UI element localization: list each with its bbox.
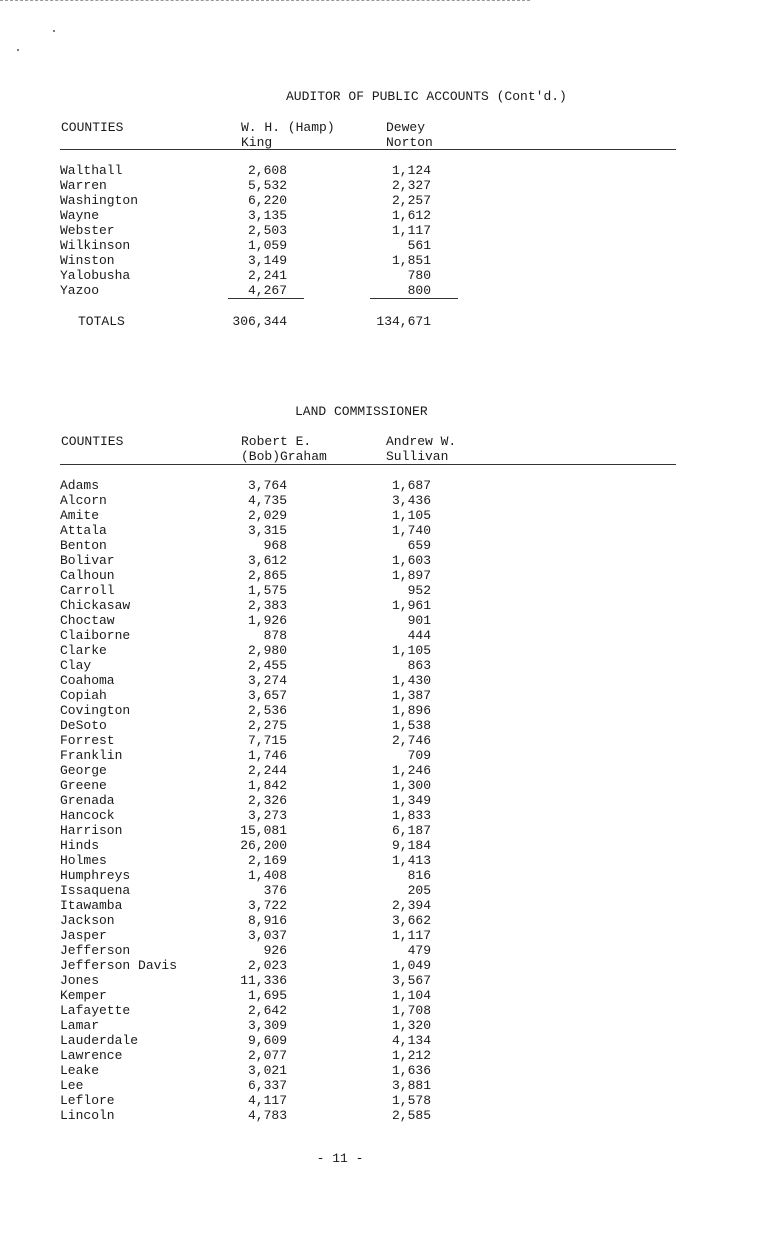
candidate2-votes: 205 xyxy=(407,883,431,898)
county-name: Grenada xyxy=(60,793,115,808)
candidate2-votes: 4,134 xyxy=(391,1033,431,1048)
candidate2-votes: 1,300 xyxy=(391,778,431,793)
table-row xyxy=(0,1003,460,1018)
table-row xyxy=(0,1063,460,1078)
candidate1-votes: 6,337 xyxy=(247,1078,287,1093)
candidate2-votes: 1,104 xyxy=(391,988,431,1003)
candidate2-votes: 479 xyxy=(407,943,431,958)
candidate1-votes: 3,037 xyxy=(247,928,287,943)
county-name: Leake xyxy=(60,1063,100,1078)
candidate1-votes: 15,081 xyxy=(240,823,287,838)
land-candidate2-header xyxy=(386,434,456,464)
county-name: Lincoln xyxy=(60,1108,115,1123)
county-name: Lawrence xyxy=(60,1048,123,1063)
auditor-candidate2-line1: Dewey xyxy=(386,120,426,135)
auditor-total-candidate1: 306,344 xyxy=(232,314,287,329)
candidate2-votes: 3,662 xyxy=(391,913,431,928)
candidate2-votes: 9,184 xyxy=(391,838,431,853)
candidate1-votes: 4,267 xyxy=(247,283,287,298)
land-table-body xyxy=(0,478,460,1123)
auditor-total-candidate2: 134,671 xyxy=(376,314,431,329)
table-row xyxy=(0,598,460,613)
candidate2-votes: 3,567 xyxy=(391,973,431,988)
county-name: Wilkinson xyxy=(60,238,131,253)
candidate1-votes: 8,916 xyxy=(247,913,287,928)
candidate1-votes: 968 xyxy=(263,538,287,553)
candidate2-votes: 709 xyxy=(407,748,431,763)
candidate2-votes: 1,961 xyxy=(391,598,431,613)
county-name: Jackson xyxy=(60,913,115,928)
county-name: Lafayette xyxy=(60,1003,131,1018)
candidate1-votes: 2,536 xyxy=(247,703,287,718)
county-name: Jefferson Davis xyxy=(60,958,178,973)
land-counties-header: COUNTIES xyxy=(61,434,124,449)
county-name: Lauderdale xyxy=(60,1033,139,1048)
candidate1-votes: 2,029 xyxy=(247,508,287,523)
candidate2-votes: 863 xyxy=(407,658,431,673)
auditor-sum-rule-2 xyxy=(370,298,458,299)
county-name: Washington xyxy=(60,193,139,208)
candidate1-votes: 3,722 xyxy=(247,898,287,913)
candidate2-votes: 1,430 xyxy=(391,673,431,688)
candidate1-votes: 2,642 xyxy=(247,1003,287,1018)
candidate2-votes: 1,740 xyxy=(391,523,431,538)
table-row xyxy=(0,283,460,298)
candidate1-votes: 2,455 xyxy=(247,658,287,673)
county-name: Itawamba xyxy=(60,898,123,913)
table-row xyxy=(0,553,460,568)
candidate1-votes: 926 xyxy=(263,943,287,958)
county-name: Lamar xyxy=(60,1018,100,1033)
county-name: Wayne xyxy=(60,208,100,223)
candidate1-votes: 1,059 xyxy=(247,238,287,253)
candidate1-votes: 2,326 xyxy=(247,793,287,808)
table-row xyxy=(0,898,460,913)
candidate2-votes: 1,708 xyxy=(391,1003,431,1018)
table-row xyxy=(0,958,460,973)
candidate2-votes: 3,881 xyxy=(391,1078,431,1093)
county-name: Kemper xyxy=(60,988,107,1003)
county-name: Issaquena xyxy=(60,883,131,898)
candidate2-votes: 800 xyxy=(407,283,431,298)
table-row xyxy=(0,643,460,658)
table-row xyxy=(0,1093,460,1108)
candidate2-votes: 561 xyxy=(407,238,431,253)
candidate1-votes: 2,608 xyxy=(247,163,287,178)
table-row xyxy=(0,163,460,178)
candidate1-votes: 1,746 xyxy=(247,748,287,763)
candidate2-votes: 2,394 xyxy=(391,898,431,913)
candidate1-votes: 2,077 xyxy=(247,1048,287,1063)
county-name: Winston xyxy=(60,253,115,268)
candidate1-votes: 3,657 xyxy=(247,688,287,703)
county-name: Walthall xyxy=(60,163,123,178)
land-title: LAND COMMISSIONER xyxy=(295,404,428,419)
candidate2-votes: 6,187 xyxy=(391,823,431,838)
candidate2-votes: 2,257 xyxy=(391,193,431,208)
county-name: Jefferson xyxy=(60,943,131,958)
candidate1-votes: 4,783 xyxy=(247,1108,287,1123)
county-name: Webster xyxy=(60,223,115,238)
candidate2-votes: 1,603 xyxy=(391,553,431,568)
county-name: Carroll xyxy=(60,583,115,598)
county-name: Calhoun xyxy=(60,568,115,583)
county-name: Adams xyxy=(60,478,100,493)
county-name: George xyxy=(60,763,107,778)
auditor-table-body xyxy=(0,163,460,298)
auditor-candidate2-header xyxy=(386,120,433,150)
table-row xyxy=(0,673,460,688)
auditor-counties-header: COUNTIES xyxy=(61,120,124,135)
candidate1-votes: 2,241 xyxy=(247,268,287,283)
candidate2-votes: 1,124 xyxy=(391,163,431,178)
table-row xyxy=(0,718,460,733)
county-name: Clarke xyxy=(60,643,107,658)
county-name: Benton xyxy=(60,538,107,553)
county-name: Coahoma xyxy=(60,673,115,688)
candidate2-votes: 1,212 xyxy=(391,1048,431,1063)
county-name: Greene xyxy=(60,778,107,793)
table-row xyxy=(0,253,460,268)
county-name: Humphreys xyxy=(60,868,131,883)
candidate1-votes: 9,609 xyxy=(247,1033,287,1048)
land-candidate2-line2: Sullivan xyxy=(386,449,449,464)
table-row xyxy=(0,703,460,718)
county-name: Jones xyxy=(60,973,100,988)
table-row xyxy=(0,208,460,223)
candidate2-votes: 2,327 xyxy=(391,178,431,193)
county-name: Franklin xyxy=(60,748,123,763)
candidate1-votes: 2,275 xyxy=(247,718,287,733)
candidate2-votes: 1,538 xyxy=(391,718,431,733)
candidate1-votes: 2,865 xyxy=(247,568,287,583)
table-row xyxy=(0,688,460,703)
candidate2-votes: 1,105 xyxy=(391,508,431,523)
candidate1-votes: 5,532 xyxy=(247,178,287,193)
candidate2-votes: 1,896 xyxy=(391,703,431,718)
land-candidate2-line1: Andrew W. xyxy=(386,434,457,449)
land-header-rule xyxy=(60,464,676,465)
county-name: Attala xyxy=(60,523,107,538)
table-row xyxy=(0,808,460,823)
table-row xyxy=(0,868,460,883)
table-row xyxy=(0,928,460,943)
table-row xyxy=(0,568,460,583)
candidate1-votes: 3,764 xyxy=(247,478,287,493)
table-row xyxy=(0,748,460,763)
candidate1-votes: 3,274 xyxy=(247,673,287,688)
county-name: Hancock xyxy=(60,808,115,823)
candidate1-votes: 6,220 xyxy=(247,193,287,208)
county-name: Covington xyxy=(60,703,131,718)
county-name: Harrison xyxy=(60,823,123,838)
county-name: Lee xyxy=(60,1078,84,1093)
county-name: Bolivar xyxy=(60,553,115,568)
candidate2-votes: 1,105 xyxy=(391,643,431,658)
candidate2-votes: 1,413 xyxy=(391,853,431,868)
county-name: Alcorn xyxy=(60,493,107,508)
table-row xyxy=(0,508,460,523)
candidate1-votes: 7,715 xyxy=(247,733,287,748)
county-name: Yazoo xyxy=(60,283,100,298)
table-row xyxy=(0,1018,460,1033)
county-name: Leflore xyxy=(60,1093,115,1108)
county-name: Clay xyxy=(60,658,92,673)
table-row xyxy=(0,733,460,748)
candidate1-votes: 3,149 xyxy=(247,253,287,268)
candidate1-votes: 3,612 xyxy=(247,553,287,568)
candidate1-votes: 2,023 xyxy=(247,958,287,973)
table-row xyxy=(0,1033,460,1048)
candidate2-votes: 659 xyxy=(407,538,431,553)
candidate2-votes: 1,117 xyxy=(391,928,431,943)
county-name: Yalobusha xyxy=(60,268,131,283)
candidate1-votes: 3,135 xyxy=(247,208,287,223)
table-row xyxy=(0,583,460,598)
table-row xyxy=(0,973,460,988)
county-name: Hinds xyxy=(60,838,100,853)
candidate1-votes: 1,926 xyxy=(247,613,287,628)
table-row xyxy=(0,988,460,1003)
candidate1-votes: 2,980 xyxy=(247,643,287,658)
land-candidate1-line1: Robert E. xyxy=(241,434,312,449)
candidate2-votes: 2,585 xyxy=(391,1108,431,1123)
table-row xyxy=(0,793,460,808)
candidate2-votes: 1,687 xyxy=(391,478,431,493)
auditor-totals-label: TOTALS xyxy=(78,314,125,329)
table-row xyxy=(0,763,460,778)
candidate1-votes: 878 xyxy=(263,628,287,643)
county-name: Forrest xyxy=(60,733,115,748)
table-row xyxy=(0,523,460,538)
table-row xyxy=(0,1108,460,1123)
table-row xyxy=(0,478,460,493)
candidate1-votes: 4,117 xyxy=(247,1093,287,1108)
candidate2-votes: 444 xyxy=(407,628,431,643)
candidate2-votes: 1,833 xyxy=(391,808,431,823)
candidate2-votes: 2,746 xyxy=(391,733,431,748)
table-row xyxy=(0,538,460,553)
table-row xyxy=(0,943,460,958)
table-row xyxy=(0,853,460,868)
auditor-candidate2-line2: Norton xyxy=(386,135,433,150)
candidate2-votes: 1,897 xyxy=(391,568,431,583)
candidate1-votes: 3,309 xyxy=(247,1018,287,1033)
candidate2-votes: 1,636 xyxy=(391,1063,431,1078)
auditor-sum-rule-1 xyxy=(228,298,304,299)
table-row xyxy=(0,838,460,853)
scan-speck xyxy=(17,49,19,51)
candidate2-votes: 1,246 xyxy=(391,763,431,778)
candidate1-votes: 4,735 xyxy=(247,493,287,508)
candidate1-votes: 2,244 xyxy=(247,763,287,778)
candidate2-votes: 1,117 xyxy=(391,223,431,238)
table-row xyxy=(0,238,460,253)
land-candidate1-header xyxy=(241,434,327,464)
auditor-candidate1-line1: W. H. (Hamp) xyxy=(241,120,335,135)
county-name: Claiborne xyxy=(60,628,131,643)
candidate2-votes: 901 xyxy=(407,613,431,628)
candidate2-votes: 816 xyxy=(407,868,431,883)
candidate1-votes: 2,383 xyxy=(247,598,287,613)
table-row xyxy=(0,193,460,208)
table-row xyxy=(0,1048,460,1063)
table-row xyxy=(0,268,460,283)
candidate2-votes: 1,612 xyxy=(391,208,431,223)
auditor-title: AUDITOR OF PUBLIC ACCOUNTS (Cont'd.) xyxy=(286,89,567,104)
land-candidate1-line2: (Bob)Graham xyxy=(241,449,327,464)
table-row xyxy=(0,913,460,928)
candidate1-votes: 2,503 xyxy=(247,223,287,238)
candidate1-votes: 1,408 xyxy=(247,868,287,883)
table-row xyxy=(0,1078,460,1093)
table-row xyxy=(0,223,460,238)
county-name: Choctaw xyxy=(60,613,115,628)
page-number: - 11 - xyxy=(316,1151,364,1166)
candidate1-votes: 2,169 xyxy=(247,853,287,868)
candidate1-votes: 3,021 xyxy=(247,1063,287,1078)
table-row xyxy=(0,628,460,643)
auditor-candidate1-line2: King xyxy=(241,135,273,150)
table-row xyxy=(0,823,460,838)
candidate2-votes: 1,578 xyxy=(391,1093,431,1108)
table-row xyxy=(0,883,460,898)
candidate2-votes: 952 xyxy=(407,583,431,598)
table-row xyxy=(0,613,460,628)
county-name: DeSoto xyxy=(60,718,107,733)
county-name: Jasper xyxy=(60,928,107,943)
candidate1-votes: 26,200 xyxy=(240,838,287,853)
table-row xyxy=(0,658,460,673)
table-row xyxy=(0,178,460,193)
candidate1-votes: 11,336 xyxy=(240,973,287,988)
candidate1-votes: 1,695 xyxy=(247,988,287,1003)
candidate2-votes: 1,387 xyxy=(391,688,431,703)
candidate2-votes: 1,349 xyxy=(391,793,431,808)
county-name: Copiah xyxy=(60,688,107,703)
candidate1-votes: 3,315 xyxy=(247,523,287,538)
county-name: Chickasaw xyxy=(60,598,131,613)
candidate1-votes: 1,575 xyxy=(247,583,287,598)
auditor-candidate1-header xyxy=(241,120,335,150)
candidate2-votes: 1,049 xyxy=(391,958,431,973)
county-name: Amite xyxy=(60,508,100,523)
county-name: Warren xyxy=(60,178,107,193)
auditor-header-rule xyxy=(60,149,676,150)
candidate2-votes: 3,436 xyxy=(391,493,431,508)
top-border xyxy=(0,0,530,1)
table-row xyxy=(0,778,460,793)
scan-speck xyxy=(53,30,55,32)
table-row xyxy=(0,493,460,508)
candidate1-votes: 376 xyxy=(263,883,287,898)
county-name: Holmes xyxy=(60,853,107,868)
candidate2-votes: 1,320 xyxy=(391,1018,431,1033)
candidate2-votes: 1,851 xyxy=(391,253,431,268)
candidate1-votes: 1,842 xyxy=(247,778,287,793)
candidate1-votes: 3,273 xyxy=(247,808,287,823)
candidate2-votes: 780 xyxy=(407,268,431,283)
